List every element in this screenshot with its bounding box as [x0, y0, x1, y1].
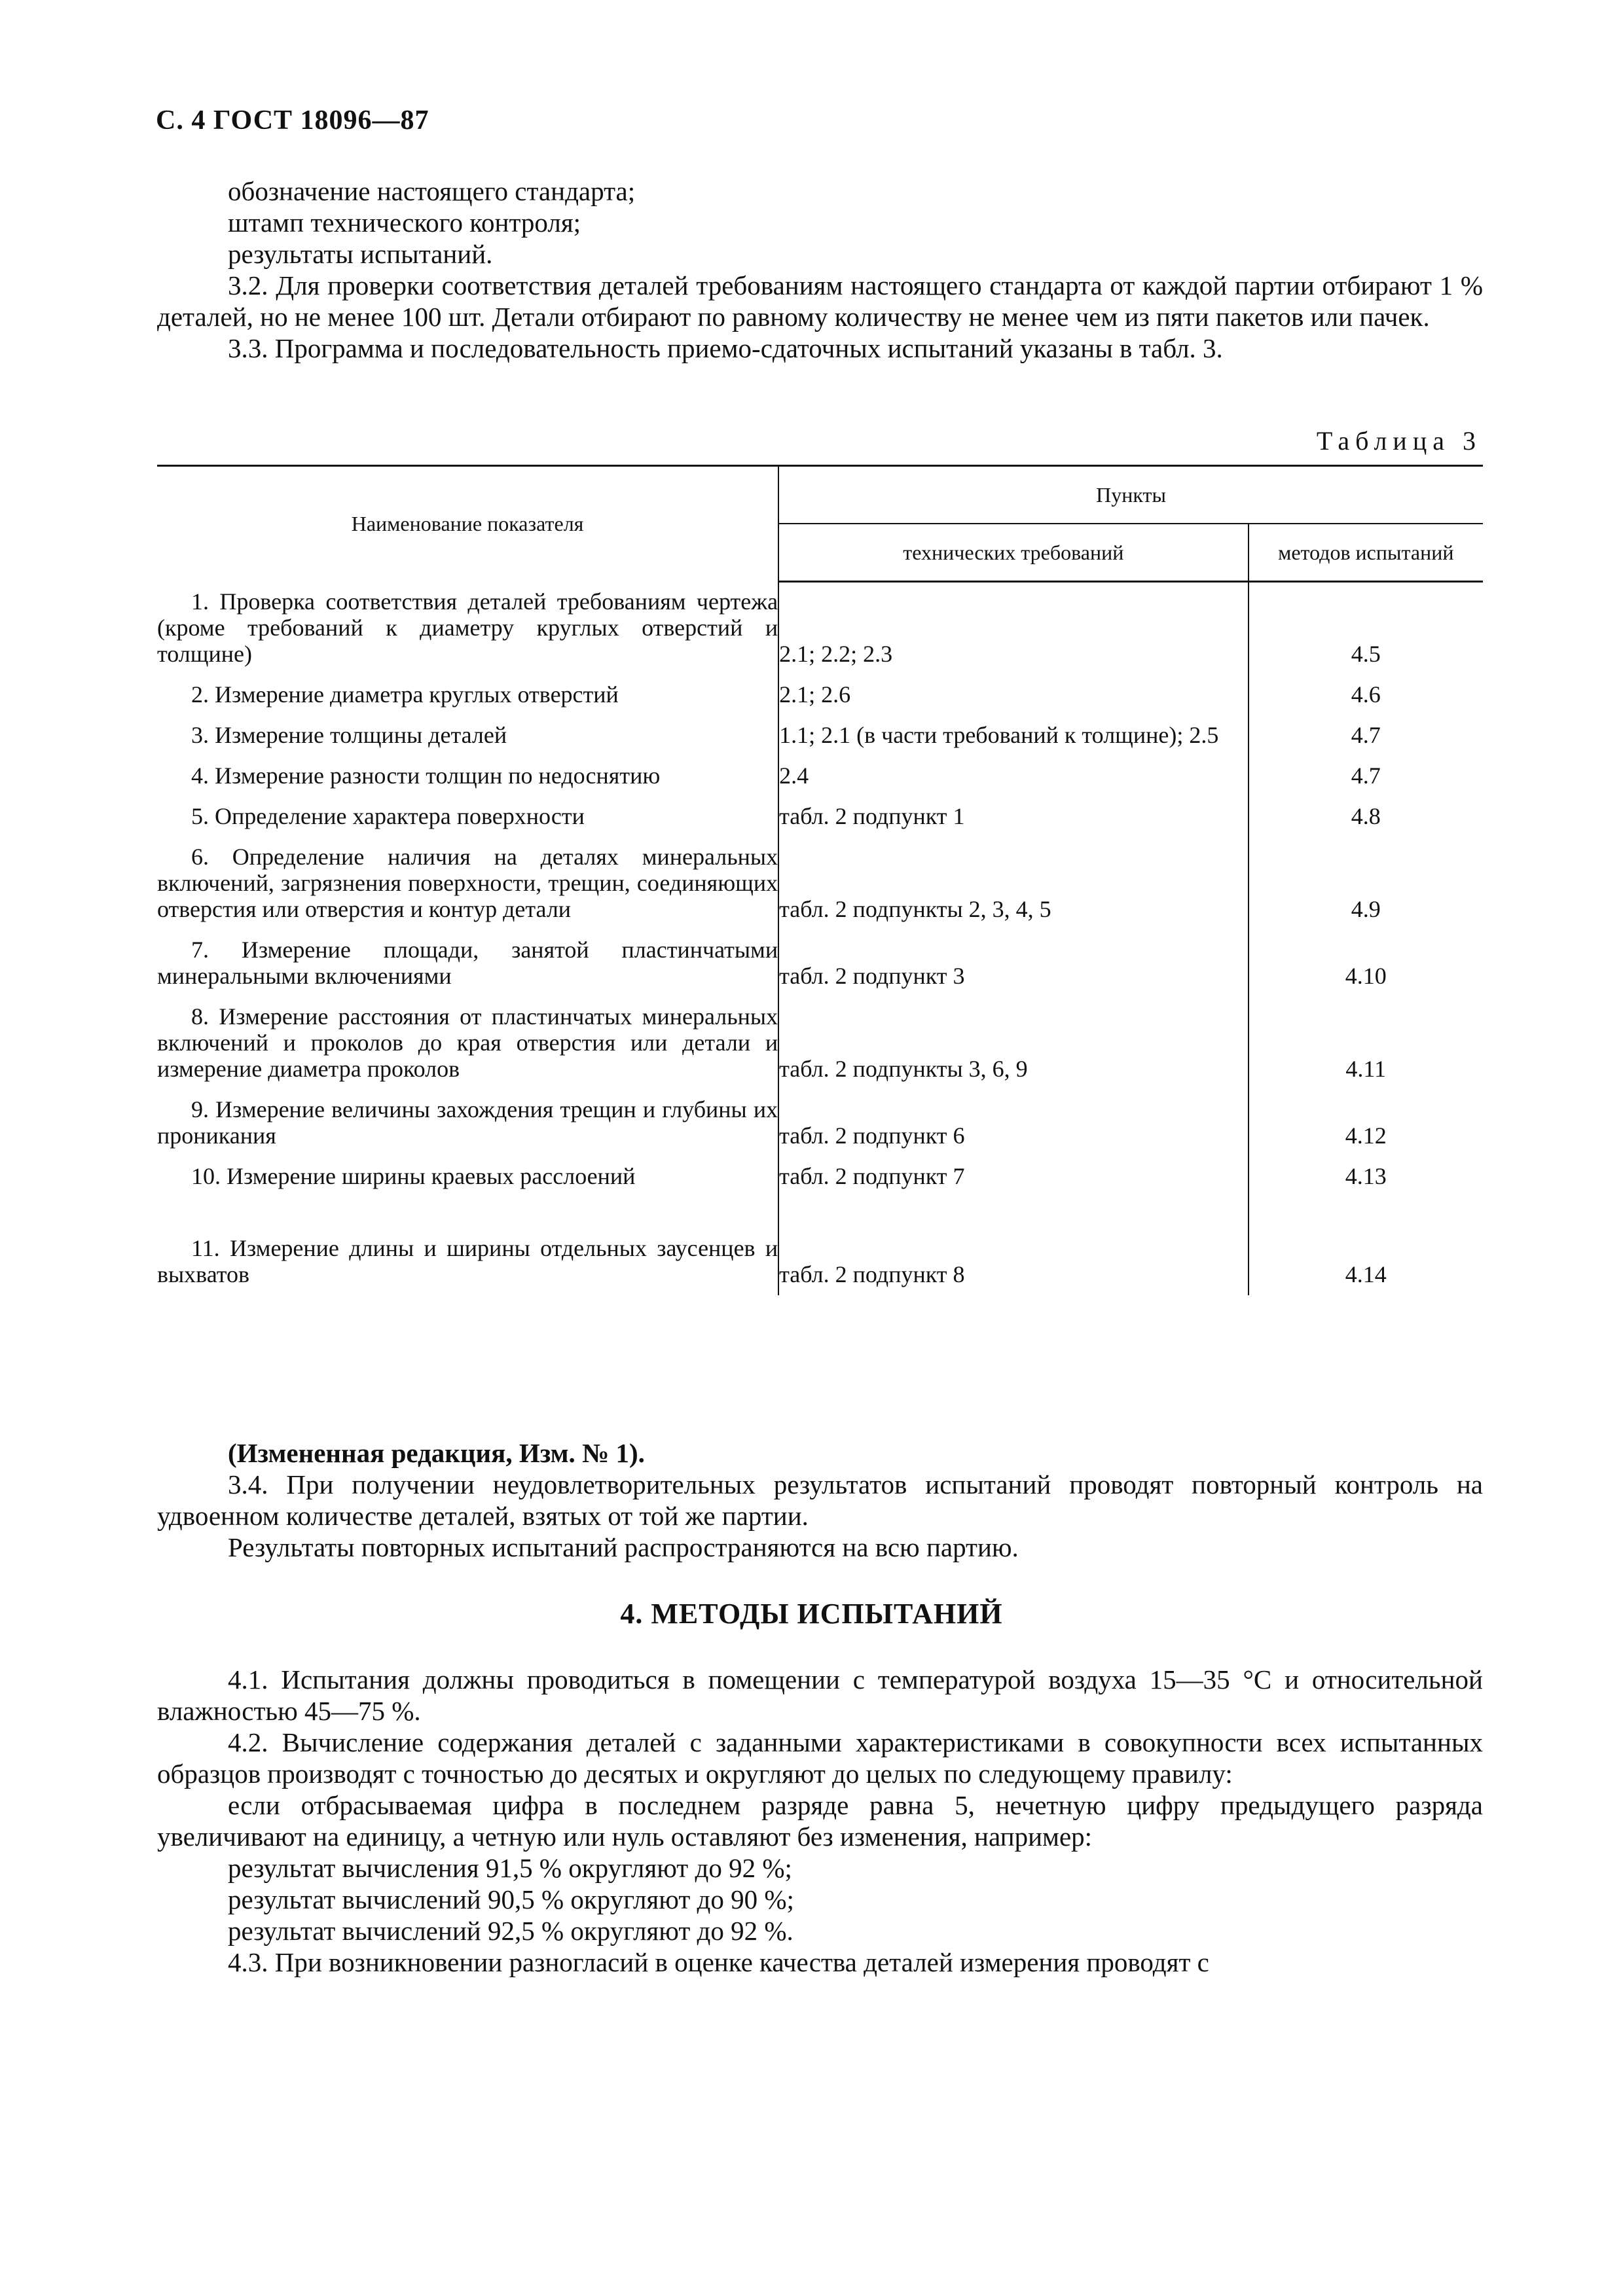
table-row — [157, 756, 1483, 797]
row-tech: табл. 2 подпункт 8 — [778, 1229, 1248, 1295]
row-method: 4.7 — [1351, 762, 1381, 789]
table-row — [157, 1229, 1483, 1295]
table-row — [157, 582, 1483, 675]
row-tech: табл. 2 подпункт 3 — [778, 930, 1248, 997]
paragraph-3-3: 3.3. Программа и последовательность приемо-сдаточных испытаний указаны в табл. 3. — [228, 333, 1223, 363]
table-row — [157, 715, 1483, 756]
row-method: 4.14 — [1345, 1261, 1387, 1287]
example-line: результат вычисления 91,5 % округляют до 92 %; — [228, 1853, 792, 1883]
example-line: результат вычислений 92,5 % округляют до 92 %. — [228, 1916, 793, 1946]
table-row — [157, 1157, 1483, 1229]
row-tech: табл. 2 подпункт 7 — [778, 1157, 1248, 1229]
row-name: 4. Измерение разности толщин по недоснятию — [157, 756, 778, 797]
paragraph-3-2: 3.2. Для проверки соответствия деталей требованиям настоящего стандарта от каждой партии отбирают 1 % деталей, но не менее 100 шт. Детали отбирают по равному количеству не менее чем из пяти пакетов или пачек. — [157, 270, 1483, 332]
row-name: 8. Измерение расстояния от пластинчатых минеральных включений и проколов до края отверстия или детали и измерение диаметра проколов — [157, 997, 778, 1090]
row-name: 7. Измерение площади, занятой пластинчатыми минеральными включениями — [157, 930, 778, 997]
row-tech: 1.1; 2.1 (в части требований к толщине); 2.5 — [778, 715, 1248, 756]
table-caption: Таблица 3 — [1316, 426, 1482, 456]
row-name: 9. Измерение величины захождения трещин и глубины их проникания — [157, 1090, 778, 1157]
intro-line: штамп технического контроля; — [228, 207, 581, 238]
page-header: С. 4 ГОСТ 18096—87 — [156, 105, 429, 135]
row-name: 11. Измерение длины и ширины отдельных заусенцев и выхватов — [157, 1229, 778, 1295]
amended-note: (Измененная редакция, Изм. № 1). — [228, 1438, 645, 1468]
row-tech: табл. 2 подпункт 6 — [778, 1090, 1248, 1157]
col-header-methods: методов испытаний — [1249, 524, 1483, 582]
table-row — [157, 837, 1483, 930]
section-4-body — [157, 1664, 1483, 1978]
table-row — [157, 997, 1483, 1090]
intro-section — [157, 175, 1483, 364]
paragraph-4-2: 4.2. Вычисление содержания деталей с заданными характеристиками в совокупности всех испытанных образцов производят с точностью до десятых и округляют до целых по следующему правилу: — [157, 1727, 1483, 1789]
intro-line: результаты испытаний. — [228, 239, 493, 269]
paragraph-3-4b: Результаты повторных испытаний распространяются на всю партию. — [228, 1532, 1019, 1562]
row-method: 4.12 — [1345, 1122, 1387, 1149]
row-method: 4.5 — [1351, 640, 1381, 667]
row-tech: табл. 2 подпункты 2, 3, 4, 5 — [778, 837, 1248, 930]
table-3 — [157, 465, 1483, 1295]
col-header-group: Пункты — [778, 466, 1483, 524]
row-tech: табл. 2 подпункты 3, 6, 9 — [778, 997, 1248, 1090]
row-method: 4.8 — [1351, 802, 1381, 829]
paragraph-4-3: 4.3. При возникновении разногласий в оценке качества деталей измерения проводят с — [228, 1947, 1209, 1977]
row-method: 4.11 — [1345, 1055, 1387, 1082]
section-4-title: 4. МЕТОДЫ ИСПЫТАНИЙ — [620, 1598, 1003, 1630]
paragraph-4-1: 4.1. Испытания должны проводиться в помещении с температурой воздуха 15—35 °С и относительной влажностью 45—75 %. — [157, 1664, 1483, 1726]
row-name: 5. Определение характера поверхности — [157, 797, 778, 837]
row-method: 4.9 — [1351, 895, 1381, 922]
row-method: 4.10 — [1345, 962, 1387, 989]
row-method: 4.13 — [1345, 1162, 1387, 1189]
col-header-tech: технических требований — [778, 524, 1248, 582]
row-tech: табл. 2 подпункт 1 — [778, 797, 1248, 837]
row-method: 4.6 — [1351, 681, 1381, 708]
row-tech: 2.1; 2.6 — [778, 675, 1248, 715]
row-tech: 2.4 — [778, 756, 1248, 797]
section-3-continued — [157, 1437, 1483, 1563]
row-name: 6. Определение наличия на деталях минеральных включений, загрязнения поверхности, трещин, соединяющих отверстия или отверстия и контур детали — [157, 837, 778, 930]
row-name: 3. Измерение толщины деталей — [157, 715, 778, 756]
row-method: 4.7 — [1351, 721, 1381, 748]
example-line: результат вычислений 90,5 % округляют до 90 %; — [228, 1884, 794, 1914]
paragraph-4-2a: если отбрасываемая цифра в последнем разряде равна 5, нечетную цифру предыдущего разряда увеличивают на единицу, а четную или нуль оставляют без изменения, например: — [157, 1790, 1483, 1852]
col-header-name: Наименование показателя — [157, 466, 778, 582]
table-row — [157, 930, 1483, 997]
row-tech: 2.1; 2.2; 2.3 — [778, 582, 1248, 675]
table-row — [157, 797, 1483, 837]
table-row — [157, 675, 1483, 715]
row-name: 2. Измерение диаметра круглых отверстий — [157, 675, 778, 715]
table-row — [157, 1090, 1483, 1157]
row-name: 1. Проверка соответствия деталей требованиям чертежа (кроме требований к диаметру круглых отверстий и толщине) — [157, 582, 778, 675]
row-name: 10. Измерение ширины краевых расслоений — [157, 1157, 778, 1229]
intro-line: обозначение настоящего стандарта; — [228, 176, 636, 206]
paragraph-3-4: 3.4. При получении неудовлетворительных результатов испытаний проводят повторный контроль на удвоенном количестве деталей, взятых от той же партии. — [157, 1469, 1483, 1531]
